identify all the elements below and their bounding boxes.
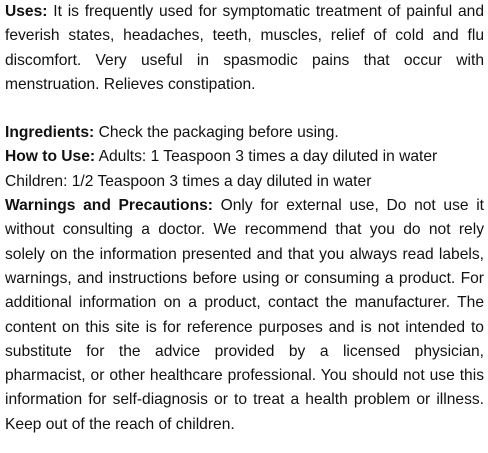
how-to-use-adults-line (5, 145, 484, 169)
warnings-text: Only for external use, Do not use it without consulting a doctor. We recommend that you do not rely solely on the information presented and that you always read labels, warnings, and instructions before using or consuming a product. For additional information on a product, contact the manufacturer. The content on this site is for reference purposes and is not intended to substitute for the advice provided by a licensed physician, pharmacist, or other healthcare professional. You should not use this information for self-diagnosis or to treat a health problem or illness. Keep out of the reach of children. (5, 197, 485, 433)
ingredients-label: Ingredients: (5, 124, 95, 142)
ingredients-section (5, 121, 484, 145)
how-to-use-adults: Adults: 1 Teaspoon 3 times a day diluted in water (95, 148, 438, 166)
how-to-use-children: Children: 1/2 Teaspoon 3 times a day diluted in water (5, 172, 372, 190)
how-to-use-label: How to Use: (5, 148, 96, 166)
uses-text: It is frequently used for symptomatic treatment of painful and feverish states, headaches, teeth, muscles, relief of cold and flu discomfort. Very useful in spasmodic pains that occur with menstruation. Relieves constipation. (5, 3, 484, 93)
ingredients-text: Check the packaging before using. (94, 124, 339, 142)
uses-label: Uses: (5, 3, 48, 20)
how-to-use-section (5, 145, 484, 194)
warnings-section (5, 194, 484, 437)
warnings-label: Warnings and Precautions: (5, 197, 213, 215)
uses-section (5, 0, 484, 97)
